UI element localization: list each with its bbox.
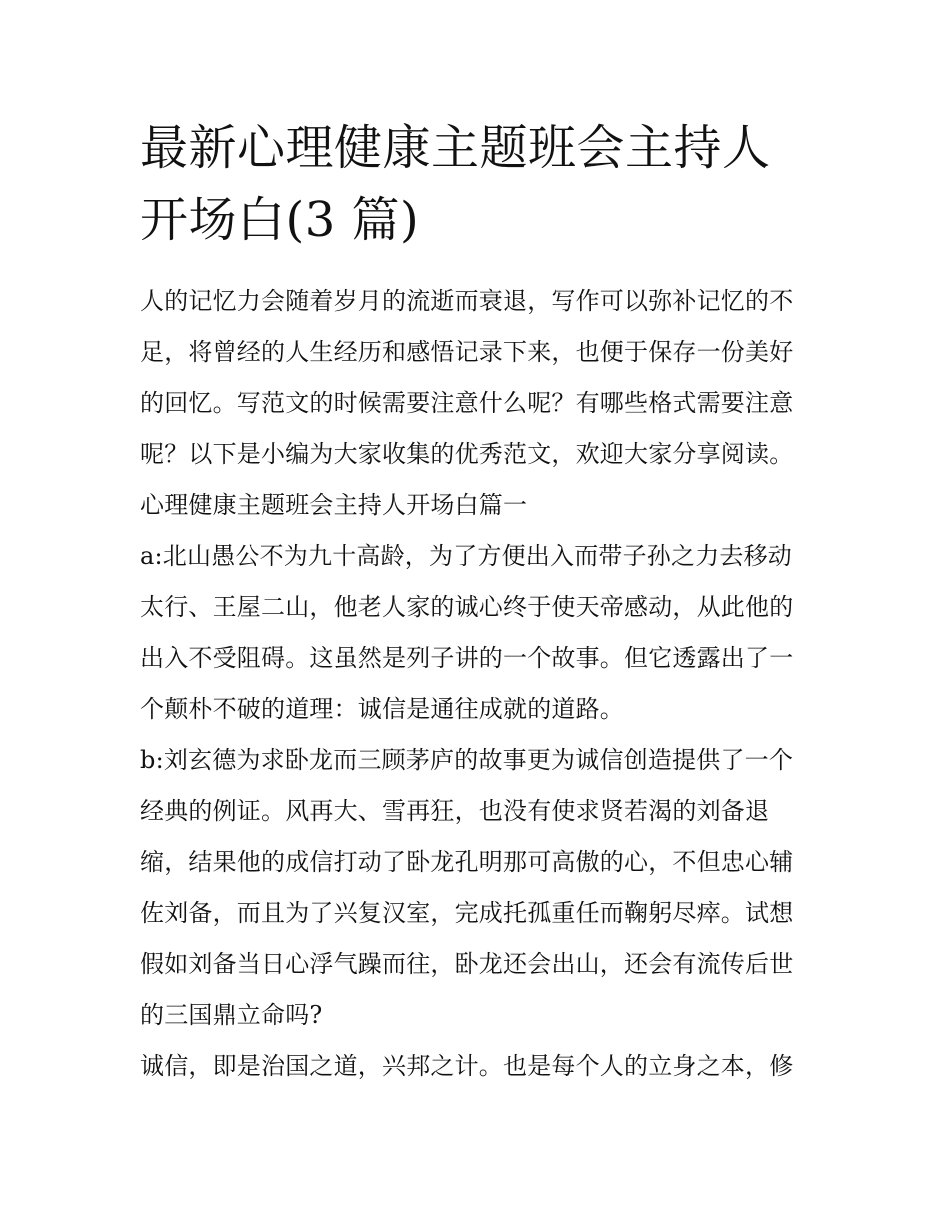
body-line: 诚信，即是治国之道，兴邦之计。也是每个人的立身之本，修 <box>140 1052 794 1080</box>
body-line: 的三国鼎立命吗? <box>140 1001 323 1029</box>
document-page <box>140 112 812 1092</box>
body-line: 人的记忆力会随着岁月的流逝而衰退，写作可以弥补记忆的不 <box>140 287 794 315</box>
body-line: 佐刘备，而且为了兴复汉室，完成托孤重任而鞠躬尽瘁。试想 <box>140 899 794 927</box>
body-line: 经典的例证。风再大、雪再狂，也没有使求贤若渴的刘备退 <box>140 797 770 825</box>
body-line: 假如刘备当日心浮气躁而往，卧龙还会出山，还会有流传后世 <box>140 950 794 978</box>
title-line: 开场白(3 篇) <box>140 192 420 248</box>
document-title <box>140 112 812 256</box>
body-line: 出入不受阻碍。这虽然是列子讲的一个故事。但它透露出了一 <box>140 644 794 672</box>
body-line: 足，将曾经的人生经历和感悟记录下来，也便于保存一份美好 <box>140 338 794 366</box>
title-line: 最新心理健康主题班会主持人 <box>140 120 771 176</box>
body-line: 个颠朴不破的道理：诚信是通往成就的道路。 <box>140 695 624 723</box>
body-line: b:刘玄德为求卧龙而三顾茅庐的故事更为诚信创造提供了一个 <box>140 746 794 774</box>
body-line: a:北山愚公不为九十高龄，为了方便出入而带子孙之力去移动 <box>140 542 792 570</box>
body-line: 缩，结果他的成信打动了卧龙孔明那可高傲的心，不但忠心辅 <box>140 848 794 876</box>
document-body <box>140 276 812 1092</box>
body-line: 的回忆。写范文的时候需要注意什么呢？有哪些格式需要注意 <box>140 389 794 417</box>
body-line: 太行、王屋二山，他老人家的诚心终于使天帝感动，从此他的 <box>140 593 794 621</box>
body-line: 呢？以下是小编为大家收集的优秀范文，欢迎大家分享阅读。 <box>140 440 794 468</box>
section-heading: 心理健康主题班会主持人开场白篇一 <box>140 491 528 519</box>
